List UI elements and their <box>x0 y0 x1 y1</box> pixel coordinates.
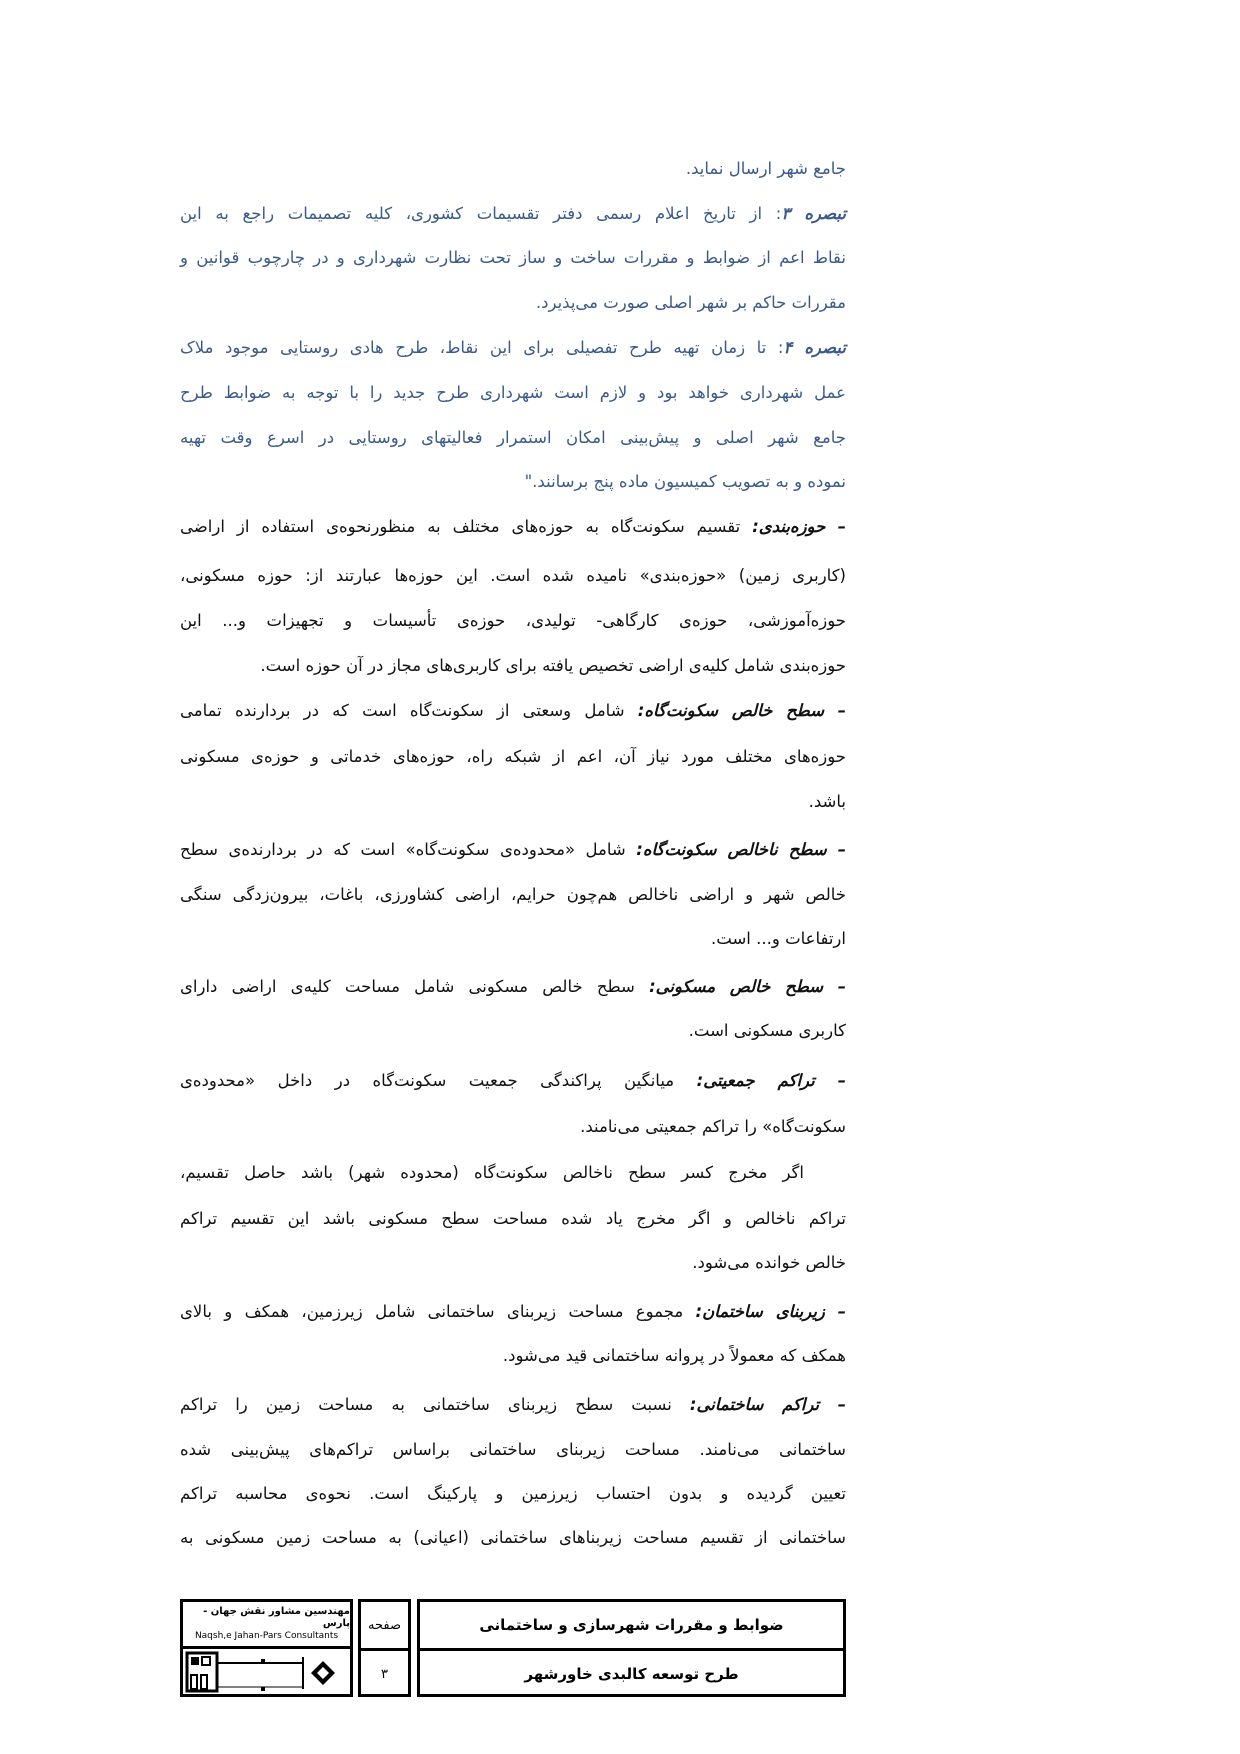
term-heading: – زیربنای ساختمان: <box>695 1302 846 1321</box>
term-heading: تبصره ۳ <box>781 204 846 223</box>
company-name-en: Naqsh,e Jahan-Pars Consultants <box>194 1631 339 1641</box>
line-text: عمل شهرداری خواهد بود و لازم است شهرداری طرح جدید را با توجه به ضوابط طرح <box>180 383 846 402</box>
term-heading: – سطح خالص مسکونی: <box>649 977 846 996</box>
term-heading: – حوزه‌بندی: <box>752 517 846 536</box>
text-line <box>180 880 846 910</box>
text-line <box>180 288 846 318</box>
project-title: طرح توسعه کالبدی خاورشهر <box>524 1665 739 1683</box>
text-line <box>180 561 846 591</box>
text-line <box>180 742 846 772</box>
line-text: اگر مخرج کسر سطح ناخالص سکونت‌گاه (محدوده شهر) باشد حاصل تقسیم، <box>180 1163 804 1182</box>
line-text: حوزه‌بندی شامل کلیه‌ی اراضی تخصیص یافته برای کاربری‌های مجاز در آن حوزه است. <box>260 656 846 675</box>
text-line <box>180 1158 846 1188</box>
line-text: تقسیم سکونت‌گاه به حوزه‌های مختلف به منظورنحوه‌ی استفاده از اراضی <box>180 517 753 536</box>
term-heading: – سطح خالص سکونت‌گاه: <box>637 701 846 720</box>
text-line <box>180 154 846 184</box>
text-line <box>180 924 846 954</box>
line-text: باشد. <box>808 792 846 811</box>
line-text: تعیین گردیده و بدون احتساب زیرزمین و پارکینگ است. نحوه‌ی محاسبه تراکم <box>180 1484 846 1503</box>
line-text: سطح خالص مسکونی شامل مساحت کلیه‌ی اراضی دارای <box>180 977 650 996</box>
line-text: نموده و به تصویب کمیسیون ماده پنج برسانند." <box>524 472 846 491</box>
text-line <box>180 1390 846 1420</box>
line-text: مقررات حاکم بر شهر اصلی صورت می‌پذیرد. <box>535 293 846 312</box>
text-line <box>180 1112 846 1142</box>
text-line <box>180 1341 846 1371</box>
line-text: مجموع مساحت زیربنای ساختمانی شامل زیرزمین، همکف و بالای <box>180 1302 696 1321</box>
term-heading: – تراکم جمعیتی: <box>696 1071 846 1090</box>
text-line <box>180 1523 846 1553</box>
text-line <box>180 243 846 273</box>
term-heading: – تراکم ساختمانی: <box>689 1395 846 1414</box>
text-line <box>180 972 846 1002</box>
line-text: (کاربری زمین) «حوزه‌بندی» نامیده شده است. این حوزه‌ها عبارتند از: حوزه مسکونی، <box>180 566 846 585</box>
line-text: تراکم ناخالص و اگر مخرج یاد شده مساحت سطح مسکونی باشد این تقسیم تراکم <box>180 1209 846 1228</box>
line-text: ارتفاعات و... است. <box>711 929 846 948</box>
term-heading: تبصره ۴ <box>783 338 846 357</box>
line-text: حوزه‌های مختلف مورد نیاز آن، اعم از شبکه راه، حوزه‌های خدماتی و حوزه‌ی مسکونی <box>180 747 846 766</box>
text-line <box>180 696 846 726</box>
line-text: کاربری مسکونی است. <box>688 1021 846 1040</box>
page-number-cell <box>358 1599 411 1697</box>
page-number: ۳ <box>381 1666 388 1682</box>
line-text: نقاط اعم از ضوابط و مقررات ساخت و ساز تحت نظارت شهرداری و در چارچوب قوانین و <box>180 248 846 267</box>
text-line <box>180 467 846 497</box>
text-line <box>180 787 846 817</box>
text-line <box>180 1297 846 1327</box>
text-line <box>180 1248 846 1278</box>
company-logo-icon <box>183 1649 350 1695</box>
text-line <box>180 199 846 229</box>
text-line <box>180 835 846 865</box>
line-text: خالص شهر و اراضی ناخالص هم‌چون حرایم، اراضی کشاورزی، باغات، بیرون‌زدگی سنگی <box>180 885 846 904</box>
text-line <box>180 1435 846 1465</box>
line-text: شامل «محدوده‌ی سکونت‌گاه» است که در بردارنده‌ی سطح <box>180 840 637 859</box>
line-text: : تا زمان تهیه طرح تفصیلی برای این نقاط، طرح هادی روستایی موجود ملاک <box>180 338 784 357</box>
line-text: : از تاریخ اعلام رسمی دفتر تقسیمات کشوری، کلیه تصمیمات راجع به این <box>180 204 782 223</box>
line-text: همکف که معمولاً در پروانه ساختمانی قید می‌شود. <box>502 1346 846 1365</box>
page-label: صفحه <box>361 1602 408 1651</box>
text-line <box>180 423 846 453</box>
company-name-fa: مهندسین مشاور نقش جهان - پارس <box>203 1606 350 1629</box>
line-text: خالص خوانده می‌شود. <box>692 1253 846 1272</box>
company-cell <box>180 1599 353 1697</box>
page-footer <box>180 1599 846 1697</box>
text-line <box>180 1016 846 1046</box>
text-line <box>180 651 846 681</box>
text-line <box>180 378 846 408</box>
text-line <box>180 333 846 363</box>
line-text: سکونت‌گاه» را تراکم جمعیتی می‌نامند. <box>580 1117 846 1136</box>
line-text: شامل وسعتی از سکونت‌گاه است که در بردارنده تمامی <box>180 701 638 720</box>
line-text: ساختمانی از تقسیم مساحت زیربناهای ساختمانی (اعیانی) به مساحت زمین مسکونی به <box>180 1528 846 1547</box>
text-line <box>180 606 846 636</box>
line-text: جامع شهر ارسال نماید. <box>685 159 846 178</box>
document-title: ضوابط و مقررات شهرسازی و ساختمانی <box>420 1602 843 1651</box>
text-line <box>180 512 846 542</box>
term-heading: – سطح ناخالص سکونت‌گاه: <box>636 840 846 859</box>
line-text: ساختمانی می‌نامند. مساحت زیربنای ساختمانی براساس تراکم‌های پیش‌بینی شده <box>180 1440 846 1459</box>
footer-title-cell <box>417 1599 846 1697</box>
text-line <box>180 1479 846 1509</box>
text-line <box>180 1066 846 1096</box>
text-line <box>180 1204 846 1234</box>
line-text: جامع شهر اصلی و پیش‌بینی امکان استمرار فعالیتهای روستایی در اسرع وقت تهیه <box>180 428 846 447</box>
line-text: حوزه‌آموزشی، حوزه‌ی کارگاهی- تولیدی، حوزه‌ی تأسیسات و تجهیزات و... این <box>180 611 846 630</box>
line-text: میانگین پراکندگی جمعیت سکونت‌گاه در داخل «محدوده‌ی <box>180 1071 697 1090</box>
line-text: نسبت سطح زیربنای ساختمانی به مساحت زمین را تراکم <box>180 1395 690 1414</box>
